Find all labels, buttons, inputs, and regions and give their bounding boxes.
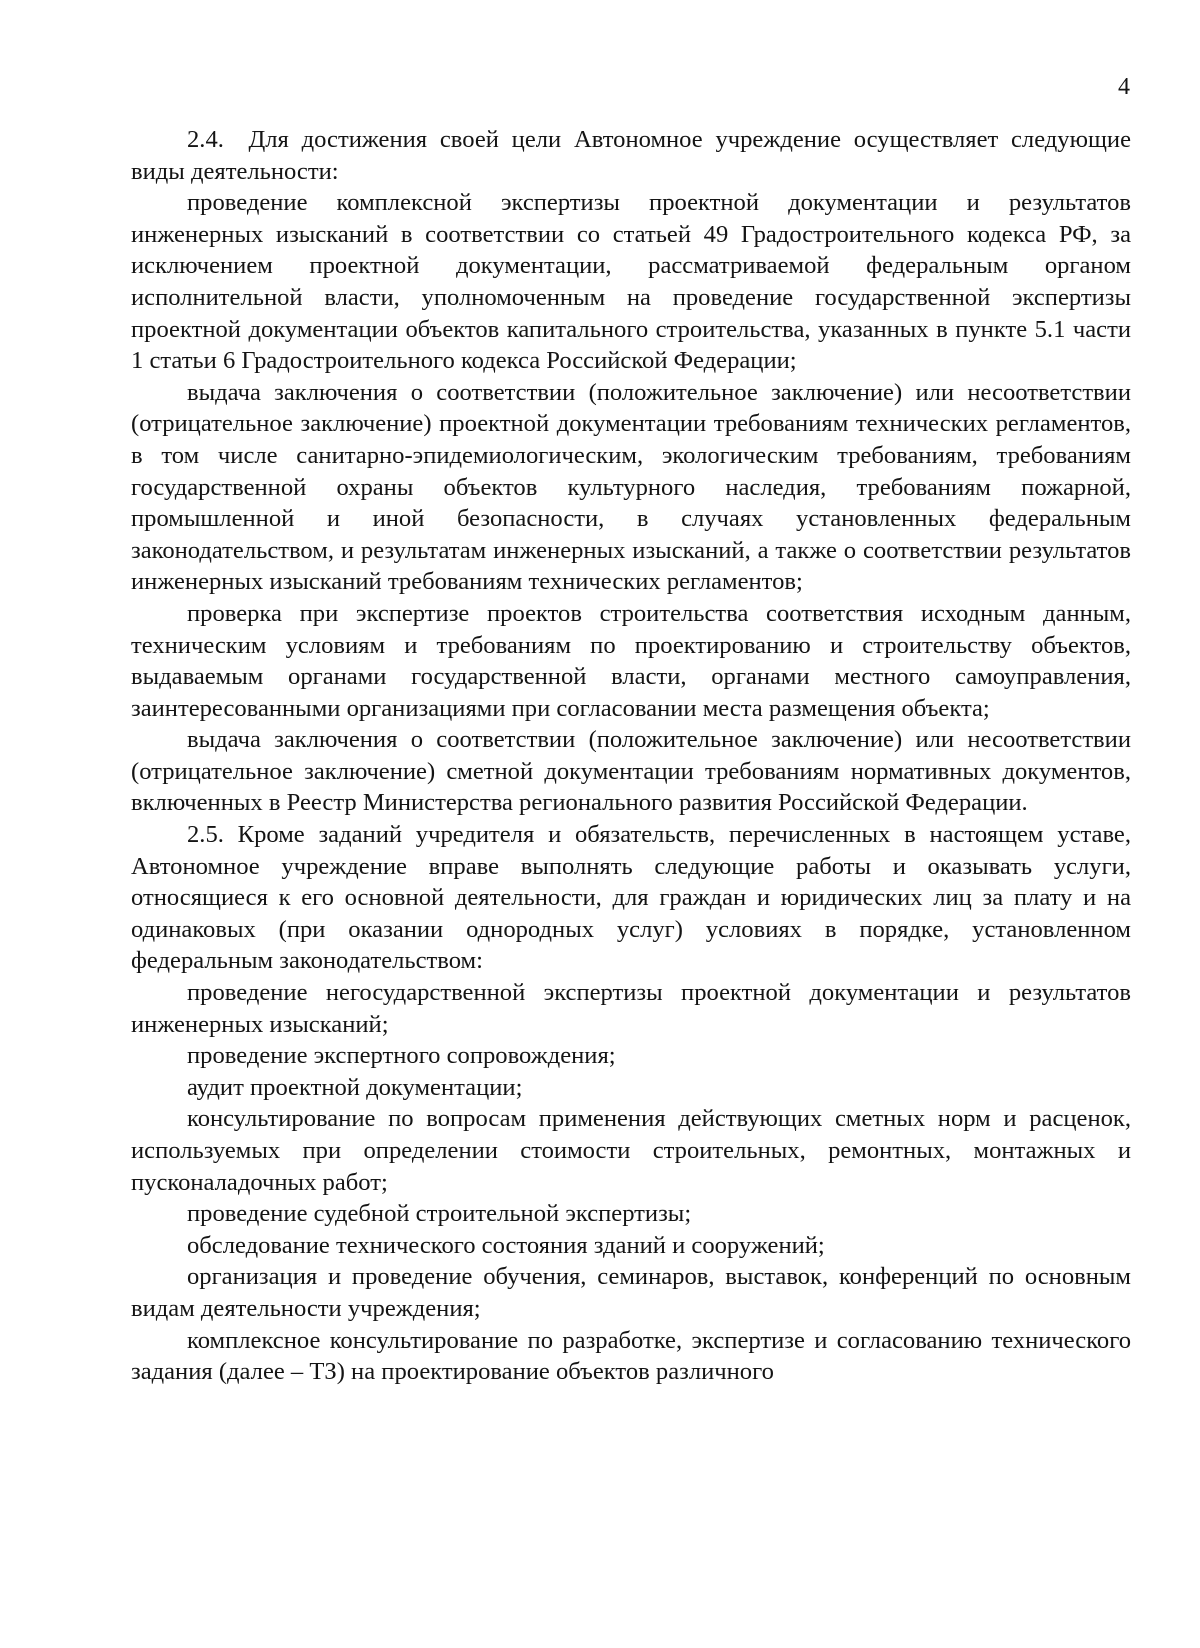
paragraph-service-nonstate-expertise: проведение негосударственной экспертизы проектной документации и результатов инженерных изысканий; — [131, 979, 1131, 1038]
paragraph-service-training: организация и проведение обучения, семинаров, выставок, конференций по основным видам деятельности учреждения; — [131, 1263, 1131, 1322]
paragraph-2-4: 2.4. Для достижения своей цели Автономное учреждение осуществляет следующие виды деятельности: — [131, 126, 1131, 185]
paragraph-service-expert-support: проведение экспертного сопровождения; — [187, 1042, 616, 1070]
paragraph-activity-estimate-conclusion: выдача заключения о соответствии (положительное заключение) или несоответствии (отрицательное заключение) сметной документации требованиям нормативных документов, включенных в Реестр Министерства регионального развития Российской Федерации. — [131, 726, 1131, 817]
paragraph-activity-conclusion: выдача заключения о соответствии (положительное заключение) или несоответствии (отрицательное заключение) проектной документации требованиям технических регламентов, в том числе санитарно-эпидемиологическим, экологическим требованиям, требованиям государственной охраны объектов культурного наследия, требованиям пожарной, промышленной и иной безопасности, в случаях установленных федеральным законодательством, и результатам инженерных изысканий, а также о соответствии результатов инженерных изысканий требованиям технических регламентов; — [131, 378, 1131, 596]
paragraph-service-audit: аудит проектной документации; — [187, 1073, 523, 1101]
paragraph-service-inspection: обследование технического состояния зданий и сооружений; — [187, 1231, 825, 1259]
document-body — [131, 124, 1131, 1388]
paragraph-activity-expertise: проведение комплексной экспертизы проектной документации и результатов инженерных изысканий в соответствии со статьей 49 Градостроительного кодекса РФ, за исключением проектной документации, рассматриваемой федеральным органом исполнительной власти, уполномоченным на проведение государственной экспертизы проектной документации объектов капитального строительства, указанных в пункте 5.1 части 1 статьи 6 Градостроительного кодекса Российской Федерации; — [131, 189, 1131, 375]
paragraph-service-judicial-expertise: проведение судебной строительной экспертизы; — [187, 1200, 692, 1228]
paragraph-service-tz-consulting: комплексное консультирование по разработке, экспертизе и согласованию технического задания (далее – ТЗ) на проектирование объектов различного — [131, 1326, 1131, 1386]
page-number: 4 — [1118, 74, 1130, 100]
paragraph-service-consulting-norms: консультирование по вопросам применения действующих сметных норм и расценок, используемых при определении стоимости строительных, ремонтных, монтажных и пусконаладочных работ; — [131, 1105, 1131, 1196]
paragraph-activity-verification: проверка при экспертизе проектов строительства соответствия исходным данным, техническим условиям и требованиям по проектированию и строительству объектов, выдаваемым органами государственной власти, органами местного самоуправления, заинтересованными организациями при согласовании места размещения объекта; — [131, 599, 1131, 722]
paragraph-2-5: 2.5. Кроме заданий учредителя и обязательств, перечисленных в настоящем уставе, Автономное учреждение вправе выполнять следующие работы и оказывать услуги, относящиеся к его основной деятельности, для граждан и юридических лиц за плату и на одинаковых (при оказании однородных услуг) условиях в порядке, установленном федеральным законодательством: — [131, 821, 1131, 975]
